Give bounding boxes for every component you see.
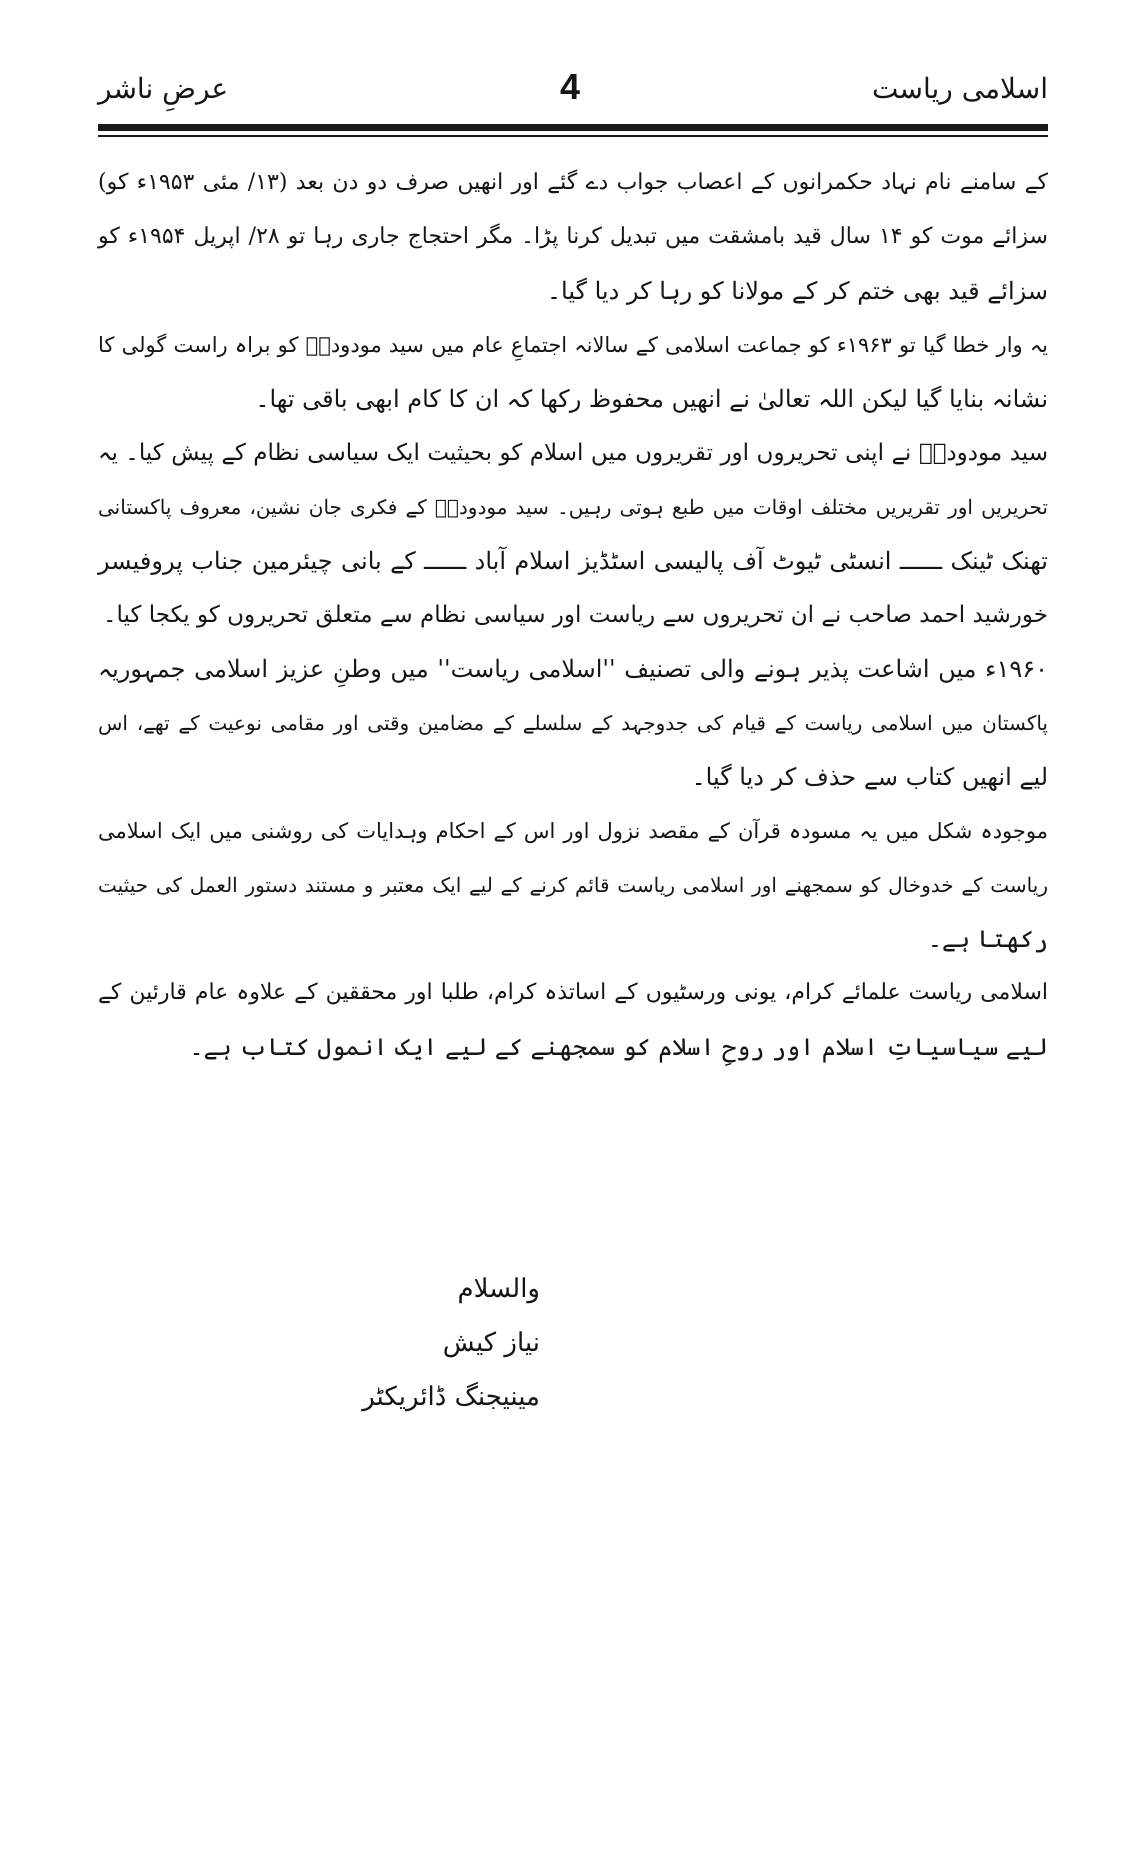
text-line: لیے سیاسیاتِ اسلام اور روحِ اسلام کو سمجھنے کے لیے ایک انمول کتاب ہے۔ bbox=[189, 1033, 1048, 1061]
text-line: پاکستان میں اسلامی ریاست کے قیام کی جدوجہد کے سلسلے کے مضامین وقتی اور مقامی نوعیت کے تھے، اس bbox=[98, 711, 1048, 735]
text-line: سید مودودیؒ نے اپنی تحریروں اور تقریروں میں اسلام کو بحیثیت ایک سیاسی نظام کے پیش کیا۔ یہ bbox=[98, 440, 1048, 466]
section-title: عرضِ ناشر bbox=[98, 72, 229, 105]
text-line: سزائے موت کو ۱۴ سال قید بامشقت میں تبدیل کرنا پڑا۔ مگر احتجاج جاری رہا تو ۲۸/ اپریل ۱۹۵۴ء کو bbox=[98, 224, 1048, 249]
text-line: تھنک ٹینک ــــــ انسٹی ٹیوٹ آف پالیسی اسٹڈیز اسلام آباد ــــــ کے بانی چیئرمین جناب پروفیسر bbox=[98, 547, 1048, 575]
text-line: اسلامی ریاست علمائے کرام، یونی ورسٹیوں کے اساتذہ کرام، طلبا اور محققین کے علاوہ عام قارئین کے bbox=[98, 980, 1048, 1005]
text-line: رکھتا ہے۔ bbox=[927, 925, 1048, 953]
text-line: خورشید احمد صاحب نے ان تحریروں سے ریاست اور سیاسی نظام سے متعلق تحریروں کو یکجا کیا۔ bbox=[103, 602, 1048, 628]
text-line: نشانہ بنایا گیا لیکن اللہ تعالیٰ نے انھیں محفوظ رکھا کہ ان کا کام ابھی باقی تھا۔ bbox=[255, 385, 1048, 413]
text-line: یہ وار خطا گیا تو ۱۹۶۳ء کو جماعت اسلامی کے سالانہ اجتماعِ عام میں سید مودودیؒ کو براہ راست گولی کا bbox=[98, 333, 1048, 357]
header-rule-thin bbox=[98, 135, 1048, 137]
text-line: کے سامنے نام نہاد حکمرانوں کے اعصاب جواب دے گئے اور انھیں صرف دو دن بعد (۱۳/ مئی ۱۹۵۳ء کو) bbox=[98, 170, 1048, 195]
page-header bbox=[98, 66, 1048, 122]
text-line: سزائے قید بھی ختم کر کے مولانا کو رہا کر دیا گیا۔ bbox=[546, 277, 1048, 305]
text-line: ریاست کے خدوخال کو سمجھنے اور اسلامی ریاست قائم کرنے کے لیے ایک معتبر و مستند دستور العمل کی حیثیت bbox=[98, 873, 1048, 897]
closing-signature bbox=[280, 1262, 540, 1424]
signatory-designation: مینیجنگ ڈائریکٹر bbox=[362, 1382, 540, 1412]
text-line: موجودہ شکل میں یہ مسودہ قرآن کے مقصد نزول اور اس کے احکام وہدایات کی روشنی میں ایک اسلامی bbox=[98, 819, 1048, 843]
text-line: ۱۹۶۰ء میں اشاعت پذیر ہونے والی تصنیف ''اسلامی ریاست'' میں وطنِ عزیز اسلامی جمہوریہ bbox=[98, 655, 1048, 683]
text-line: تحریریں اور تقریریں مختلف اوقات میں طبع ہوتی رہیں۔ سید مودودیؒ کے فکری جان نشین، معروف پاکستانی bbox=[98, 495, 1048, 519]
body-text bbox=[98, 156, 1048, 1074]
signatory-name: نیاز کیش bbox=[442, 1328, 540, 1358]
header-rule-thick bbox=[98, 124, 1048, 131]
text-line: لیے انھیں کتاب سے حذف کر دیا گیا۔ bbox=[691, 763, 1048, 791]
page-number: 4 bbox=[560, 66, 581, 107]
book-title: اسلامی ریاست bbox=[872, 72, 1048, 105]
salutation: والسلام bbox=[457, 1274, 540, 1304]
